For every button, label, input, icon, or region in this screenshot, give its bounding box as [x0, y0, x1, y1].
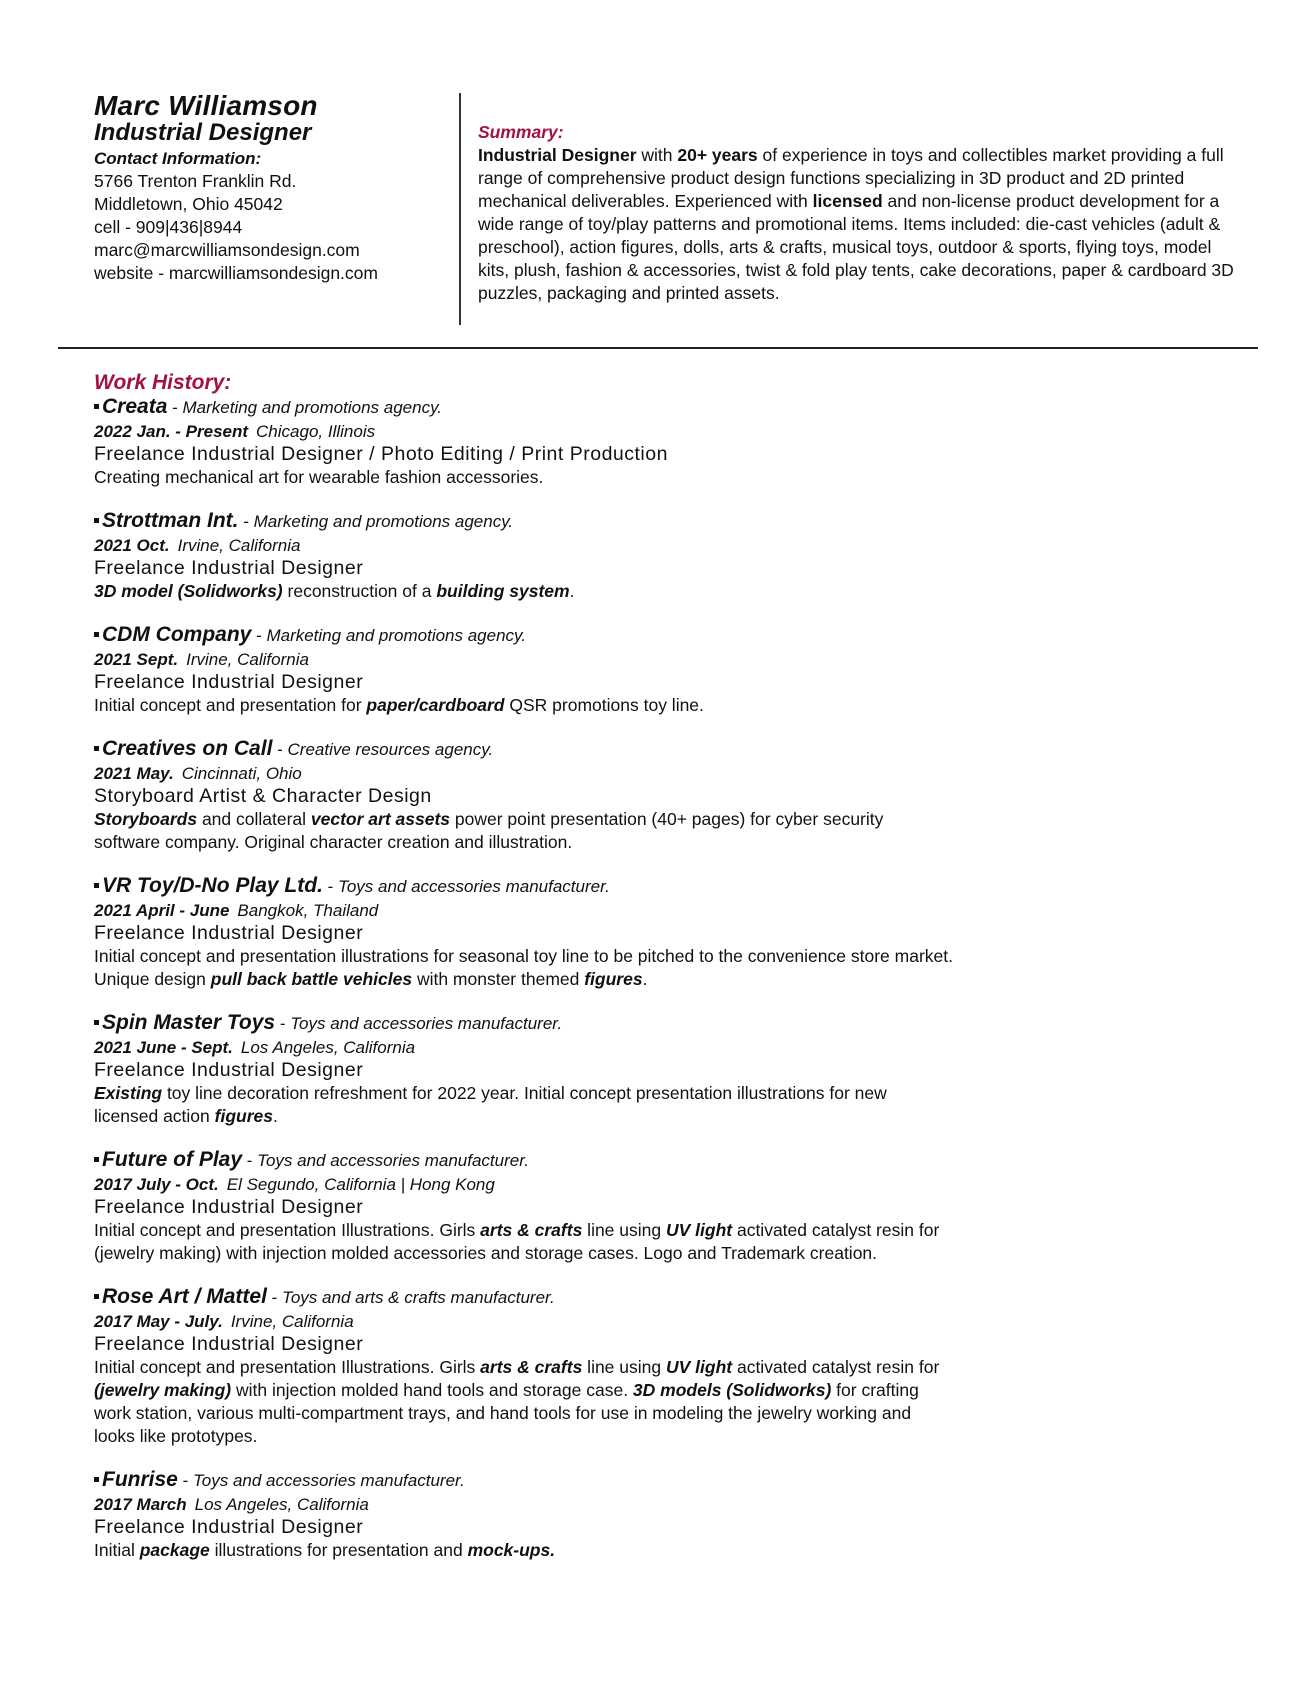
job-heading-line	[94, 1285, 954, 1310]
job-date: 2021 June - Sept.	[94, 1038, 233, 1057]
company-type: Toys and accessories manufacturer.	[192, 1471, 465, 1490]
emphasis-text: UV light	[665, 1220, 733, 1240]
emphasis-text: figures	[584, 969, 643, 989]
emphasis-text: mock-ups.	[467, 1540, 556, 1560]
emphasis-text: Storyboards	[94, 809, 198, 829]
separator: -	[177, 1471, 193, 1490]
job-heading-line	[94, 623, 954, 648]
text-segment: Creating mechanical art for wearable fashion accessories.	[94, 467, 544, 487]
text-segment: QSR promotions toy line.	[504, 695, 704, 715]
job-date: 2021 April - June	[94, 901, 230, 920]
company-type: Toys and accessories manufacturer.	[257, 1151, 529, 1170]
job-role: Freelance Industrial Designer	[94, 922, 364, 944]
company-type: Marketing and promotions agency.	[253, 512, 514, 531]
text-segment: of experience in toys and collectibles market providing a full range of comprehensive product design functions specializing in 3D product and 2D printed mechanical deliverables. Experienced with	[478, 145, 1224, 211]
contact-city: Middletown, Ohio 45042	[94, 194, 283, 214]
job-meta-line	[94, 899, 954, 922]
job-entry	[94, 1011, 954, 1128]
job-date: 2017 March	[94, 1495, 187, 1514]
job-location: Los Angeles, California	[194, 1495, 369, 1514]
company-name: Spin Master Toys	[102, 1011, 276, 1034]
separator: -	[272, 740, 288, 759]
job-role: Freelance Industrial Designer	[94, 1059, 364, 1081]
text-segment: and non-license product development for a wide range of toy/play patterns and promotional items. Items included: die-cast vehicles (adult & preschool), action figures, dolls, arts & crafts, musical toys, outdoor & sports, flying toys, model kits, plush, fashion & accessories, twist & fold play tents, cake decorations, paper & cardboard 3D puzzles, packaging and printed assets.	[478, 191, 1234, 303]
job-date: 2022 Jan. - Present	[94, 422, 249, 441]
job-description	[94, 1082, 954, 1128]
job-heading-line	[94, 1148, 954, 1173]
bullet-icon	[94, 1157, 99, 1162]
company-name: CDM Company	[102, 623, 252, 646]
emphasis-text: licensed	[812, 191, 883, 211]
job-meta-line	[94, 648, 954, 671]
summary-text	[478, 144, 1243, 305]
separator: -	[322, 877, 339, 896]
job-role: Freelance Industrial Designer	[94, 671, 364, 693]
separator: -	[167, 398, 183, 417]
person-title: Industrial Designer	[94, 119, 312, 146]
job-location: Irvine, California	[186, 650, 309, 669]
contact-email: marc@marcwilliamsondesign.com	[94, 240, 360, 260]
job-location: Cincinnati, Ohio	[181, 764, 302, 783]
company-type: Toys and arts & crafts manufacturer.	[282, 1288, 555, 1307]
contact-phone: cell - 909|436|8944	[94, 217, 243, 237]
company-type: Creative resources agency.	[287, 740, 494, 759]
separator: -	[242, 1151, 258, 1170]
job-heading-line	[94, 509, 954, 534]
job-heading-line	[94, 874, 954, 899]
emphasis-text: 3D models (Solidworks)	[632, 1380, 832, 1400]
job-description	[94, 580, 954, 603]
company-type: Toys and accessories manufacturer.	[338, 877, 610, 896]
job-description	[94, 1219, 954, 1265]
job-description	[94, 1356, 954, 1448]
emphasis-text: building system	[436, 581, 570, 601]
emphasis-text: Existing	[94, 1083, 163, 1103]
separator: -	[275, 1014, 291, 1033]
text-segment: activated catalyst resin for	[732, 1357, 940, 1377]
contact-block	[94, 92, 454, 285]
job-date: 2017 May - July.	[94, 1312, 223, 1331]
work-history-heading: Work History:	[94, 371, 232, 394]
emphasis-text: 3D model (Solidworks)	[94, 581, 283, 601]
job-description	[94, 945, 954, 991]
text-segment: and collateral	[197, 809, 311, 829]
company-name: Funrise	[102, 1468, 178, 1491]
job-meta-line	[94, 1493, 954, 1516]
bullet-icon	[94, 1020, 99, 1025]
job-location: Irvine, California	[177, 536, 301, 555]
company-name: Rose Art / Mattel	[102, 1285, 267, 1308]
job-heading-line	[94, 1011, 954, 1036]
company-name: VR Toy/D-No Play Ltd.	[102, 874, 323, 897]
company-name: Strottman Int.	[102, 509, 239, 532]
job-role: Storyboard Artist & Character Design	[94, 785, 432, 807]
emphasis-text: paper/cardboard	[366, 695, 505, 715]
job-meta-line	[94, 1173, 954, 1196]
text-segment: reconstruction of a	[282, 581, 437, 601]
bullet-icon	[94, 746, 99, 751]
job-meta-line	[94, 534, 954, 557]
text-segment: Initial concept and presentation Illustrations. Girls	[94, 1357, 481, 1377]
emphasis-text: (jewelry making)	[94, 1380, 232, 1400]
job-meta-line	[94, 420, 954, 443]
work-history	[94, 371, 954, 1582]
bullet-icon	[94, 1294, 99, 1299]
job-role: Freelance Industrial Designer	[94, 1196, 364, 1218]
emphasis-text: UV light	[665, 1357, 733, 1377]
company-name: Creatives on Call	[102, 737, 273, 760]
job-meta-line	[94, 1036, 954, 1059]
person-name: Marc Williamson	[94, 90, 318, 121]
job-date: 2021 May.	[94, 764, 174, 783]
emphasis-text: arts & crafts	[480, 1357, 583, 1377]
emphasis-text: figures	[214, 1106, 273, 1126]
text-segment: with monster themed	[412, 969, 585, 989]
emphasis-text: Industrial Designer	[478, 145, 637, 165]
job-meta-line	[94, 1310, 954, 1333]
text-segment: power point presentation (40+ pages) for cyber security software company. Original character creation and illustration.	[94, 809, 884, 852]
emphasis-text: vector art assets	[310, 809, 451, 829]
contact-label: Contact Information:	[94, 149, 262, 168]
text-segment: .	[273, 1106, 278, 1126]
text-segment: activated catalyst resin for (jewelry making) with injection molded accessories and storage cases. Logo and Trademark creation.	[94, 1220, 940, 1263]
bullet-icon	[94, 404, 99, 409]
job-date: 2021 Oct.	[94, 536, 170, 555]
job-heading-line	[94, 395, 954, 420]
text-segment: line using	[582, 1357, 666, 1377]
job-entry	[94, 1148, 954, 1265]
job-description	[94, 466, 954, 489]
emphasis-text: pull back battle vehicles	[210, 969, 413, 989]
text-segment: illustrations for presentation and	[209, 1540, 468, 1560]
vertical-divider	[459, 93, 461, 325]
emphasis-text: 20+ years	[677, 145, 758, 165]
text-segment: Initial concept and presentation illustrations for seasonal toy line to be pitched to the convenience store market. Unique design	[94, 946, 953, 989]
separator: -	[266, 1288, 283, 1307]
job-entry	[94, 874, 954, 991]
horizontal-divider	[58, 347, 1258, 349]
text-segment: Initial concept and presentation for	[94, 695, 367, 715]
job-entry	[94, 1285, 954, 1448]
job-location: Bangkok, Thailand	[237, 901, 379, 920]
job-role: Freelance Industrial Designer	[94, 1333, 364, 1355]
job-meta-line	[94, 762, 954, 785]
text-segment: toy line decoration refreshment for 2022 year. Initial concept presentation illustrations for new licensed action	[94, 1083, 887, 1126]
bullet-icon	[94, 632, 99, 637]
company-type: Toys and accessories manufacturer.	[290, 1014, 563, 1033]
bullet-icon	[94, 518, 99, 523]
resume-header	[0, 0, 1313, 350]
company-name: Creata	[102, 395, 168, 418]
bullet-icon	[94, 883, 99, 888]
text-segment: line using	[582, 1220, 666, 1240]
text-segment: for crafting work station, various multi-compartment trays, and hand tools for use in modeling the jewelry working and looks like prototypes.	[94, 1380, 919, 1446]
text-segment: with injection molded hand tools and storage case.	[231, 1380, 633, 1400]
emphasis-text: arts & crafts	[480, 1220, 583, 1240]
job-location: Chicago, Illinois	[256, 422, 376, 441]
text-segment: .	[642, 969, 648, 989]
bullet-icon	[94, 1477, 99, 1482]
job-date: 2021 Sept.	[94, 650, 179, 669]
summary-block	[478, 121, 1248, 305]
contact-website: website - marcwilliamsondesign.com	[94, 263, 378, 283]
company-type: Marketing and promotions agency.	[182, 398, 443, 417]
job-entry	[94, 1468, 954, 1562]
job-role: Freelance Industrial Designer / Photo Editing / Print Production	[94, 443, 668, 465]
job-description	[94, 1539, 954, 1562]
company-type: Marketing and promotions agency.	[266, 626, 527, 645]
job-role: Freelance Industrial Designer	[94, 557, 364, 579]
job-entry	[94, 623, 954, 717]
text-segment: with	[636, 145, 678, 165]
text-segment: .	[569, 581, 575, 601]
job-heading-line	[94, 737, 954, 762]
job-location: Los Angeles, California	[240, 1038, 416, 1057]
job-description	[94, 694, 954, 717]
emphasis-text: package	[139, 1540, 210, 1560]
summary-heading: Summary:	[478, 122, 564, 142]
job-entry	[94, 737, 954, 854]
contact-address: 5766 Trenton Franklin Rd.	[94, 171, 297, 191]
job-description	[94, 808, 954, 854]
separator: -	[251, 626, 267, 645]
job-date: 2017 July - Oct.	[94, 1175, 219, 1194]
job-heading-line	[94, 1468, 954, 1493]
job-entry	[94, 395, 954, 489]
text-segment: Initial	[94, 1540, 140, 1560]
job-location: Irvine, California	[230, 1312, 354, 1331]
company-name: Future of Play	[102, 1148, 243, 1171]
separator: -	[238, 512, 254, 531]
text-segment: Initial concept and presentation Illustrations. Girls	[94, 1220, 481, 1240]
job-list	[94, 395, 954, 1562]
job-entry	[94, 509, 954, 603]
job-role: Freelance Industrial Designer	[94, 1516, 364, 1538]
job-location: El Segundo, California | Hong Kong	[226, 1175, 495, 1194]
